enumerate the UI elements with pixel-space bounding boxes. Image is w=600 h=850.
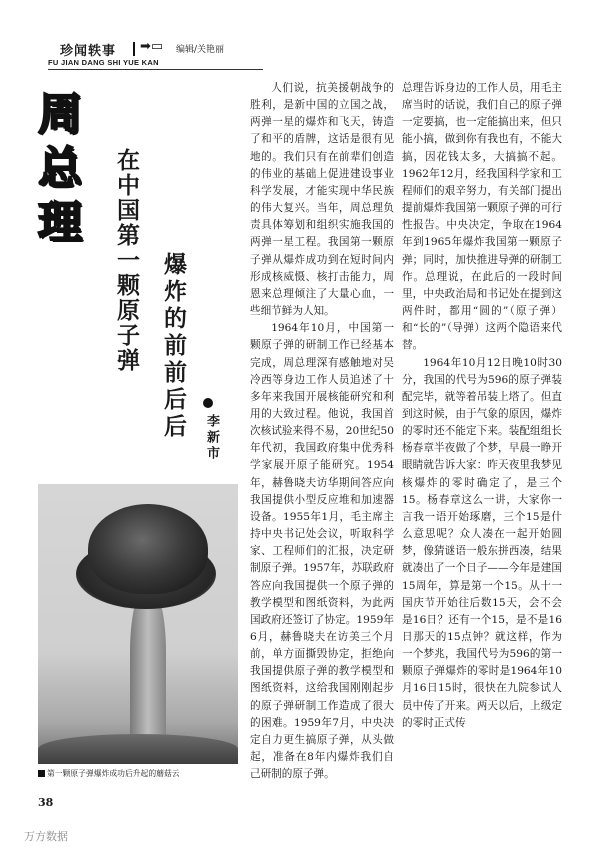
body-column-1 [250, 80, 394, 783]
column-header [38, 38, 238, 78]
editor-credit: 编辑/关艳丽 [176, 45, 225, 55]
article-subtitle-line2: 爆炸的前前后后 [160, 252, 186, 441]
header-rule [48, 69, 263, 70]
paragraph-continued: 总理告诉身边的工作人员，用毛主席当时的话说，我们自己的原子弹一定要搞，也一定能搞出来，但只能小搞，做到你有我也有，不能大搞，因花钱太多，大搞搞不起。1962年12月，经我国科学家和工程师们的艰辛努力，有关部门提出提前爆炸我国第一颗原子弹的可行性报告。中央决定，争取在1964年到1965年爆炸我国第一颗原子弹；同时，加快推进导弹的研制工作。总理说，在此后的一段时间里，中央政治局和书记处在提到这两件时，都用“圆的”（原子弹）和“长的”（导弹）这两个隐语来代替。 [402, 82, 562, 352]
magazine-pinyin: FU JIAN DANG SHI YUE KAN [48, 58, 159, 67]
photo-ground [38, 734, 238, 764]
arrow-icon: ➡▭ [140, 39, 164, 54]
paragraph: 人们说，抗美援朝战争的胜利，是新中国的立国之战，两弹一星的爆炸和飞天，铸造了和平的盾牌，这话是很有见地的。我们只有在前辈们创造的伟业的基础上促进建设事业科学发展，才能实现中华民族的伟大复兴。当年，周总理负责具体筹划和组织实施我国的两弹一星工程。我国第一颗原子弹从爆炸成功到在短时间内形成核威慑、核打击能力，周恩来总理倾注了大量心血，一些细节鲜为人知。 [250, 82, 394, 318]
paragraph: 1964年10月，中国第一颗原子弹的研制工作已经基本完成，周总理深有感触地对吴冷西等身边工作人员追述了十多年来我国开展核能研究和利用的大致过程。他说，我国首次核试验来得不易，20世纪50年代初，我国政府集中优秀科学家展开原子能研究。1954年，赫鲁晓夫访华期间答应向我国提供小型反应堆和加速器设备。1955年1月，毛主席主持中央书记处会议，听取科学家、工程师们的汇报，决定研制原子弹。1957年，苏联政府答应向我国提供一个原子弹的教学模型和图纸资料，为此两国政府还签订了协定。1959年6月，赫鲁晓夫在访美三个月前，单方面撕毁协定，拒绝向我国提供原子弹的教学模型和图纸资料，这给我国刚刚起步的原子弹研制工作造成了很大的困难。1959年7月，中央决定自力更生搞原子弹，从头做起，准备在8年内爆炸我们自己研制的原子弹。 [250, 322, 394, 781]
page-number: 38 [38, 796, 54, 809]
photo-caption [38, 768, 248, 779]
title-char: 理 [38, 197, 82, 248]
caption-square-icon [38, 770, 45, 777]
title-char: 总 [38, 143, 82, 194]
bullet-dot-icon [203, 398, 213, 408]
header-divider [133, 42, 135, 56]
caption-text: 第一颗原子弹爆炸成功后升起的蘑菇云 [47, 769, 180, 778]
column-name: 珍闻轶事 [60, 44, 117, 59]
author-name: 李新市 [204, 414, 219, 462]
mushroom-cloud-photo [38, 484, 238, 764]
watermark: 万方数据 [24, 830, 68, 843]
photo-cloud-cap [88, 504, 208, 594]
paragraph: 1964年10月12日晚10时30分，我国的代号为596的原子弹装配完毕，就等着吊装上塔了。但直到这时候，由于气象的原因，爆炸的零时还不能定下来。装配组组长杨春章半夜做了个梦，早晨一睁开眼睛就告诉大家：昨天夜里我梦见核爆炸的零时确定了，是三个15。杨春章这么一讲，大家你一言我一语开始琢磨，三个15是什么意思呢？众人凑在一起开始圆梦，像猜谜语一般东拼西凑，结果就凑出了一个日子——今年是建国15周年，算是第一个15。从十一国庆节开始往后数15天，会不会是16日？还有一个15，是不是16日那天的15点钟？就这样，作为一个梦兆，我国代号为596的第一颗原子弹爆炸的零时是1964年10月16日15时，很快在九院参试人员中传了开来。两天以后，上级定的零时正式传 [402, 356, 562, 729]
article-subtitle-line1: 在中国第一颗原子弹 [113, 148, 139, 373]
body-column-2 [402, 80, 562, 732]
photo-cloud-stem [130, 589, 166, 749]
title-char: 周 [38, 89, 82, 140]
article-title-main [38, 88, 108, 250]
